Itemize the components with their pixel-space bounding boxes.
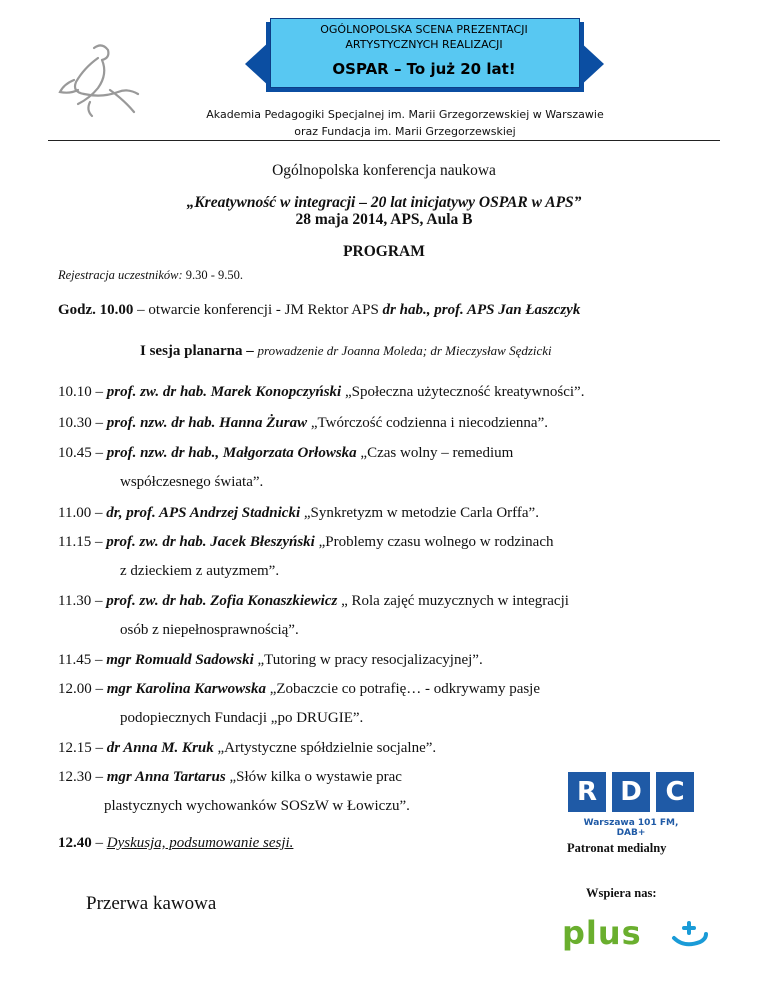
talk-title: „Tutoring w pracy resocjalizacyjnej”.	[253, 652, 483, 668]
header-divider	[48, 140, 720, 141]
talk-speaker: mgr Karolina Karwowska	[106, 681, 266, 697]
talk-item	[58, 415, 548, 432]
talk-title: „Zobaczcie co potrafię… - odkrywamy pasje	[265, 681, 541, 697]
banner-title: OSPAR – To już 20 lat!	[332, 60, 516, 78]
session-title: I sesja planarna –	[140, 343, 258, 359]
plus-wordmark: plus	[562, 914, 642, 952]
conference-date: 28 maja 2014, APS, Aula B	[295, 211, 473, 228]
talk-item	[58, 769, 402, 786]
organizer-line-1: Akademia Pedagogiki Specjalnej im. Marii Grzegorzewskiej w Warszawie	[206, 108, 604, 121]
opening-person: dr hab., prof. APS Jan Łaszczyk	[382, 302, 581, 318]
talk-item	[58, 445, 513, 462]
banner-ribbon-right	[578, 40, 604, 88]
rdc-letter-r: R	[568, 772, 606, 812]
program-heading: PROGRAM	[343, 243, 425, 260]
rdc-letter-c: C	[656, 772, 694, 812]
talk-title: „Czas wolny – remedium	[356, 445, 514, 461]
talk-speaker: dr, prof. APS Andrzej Stadnicki	[106, 505, 301, 521]
plus-logo	[562, 914, 712, 958]
talk-time: 12.15 –	[58, 740, 107, 756]
talk-time: 11.00 –	[58, 505, 107, 521]
talk-continuation: plastycznych wychowanków SOSzW w Łowiczu”.	[104, 798, 410, 814]
organizer-line-2: oraz Fundacja im. Marii Grzegorzewskiej	[294, 125, 516, 138]
talk-time: 12.30 –	[58, 769, 107, 785]
organizer-text	[150, 106, 660, 140]
talk-item	[58, 681, 540, 698]
session-line	[140, 343, 552, 360]
opening-line	[58, 302, 580, 319]
talk-time: 10.10 –	[58, 384, 107, 400]
talk-time: 11.30 –	[58, 593, 107, 609]
talk-time: 10.30 –	[58, 415, 107, 431]
talk-title: „Artystyczne spółdzielnie socjalne”.	[213, 740, 437, 756]
talk-speaker: prof. zw. dr hab. Jacek Błeszyński	[106, 534, 315, 550]
discussion-line	[58, 835, 293, 852]
talk-item	[58, 384, 584, 401]
talk-item	[58, 740, 436, 757]
talk-title: „Społeczna użyteczność kreatywności”.	[341, 384, 585, 400]
talk-item	[58, 505, 539, 522]
talk-speaker: prof. zw. dr hab. Marek Konopczyński	[106, 384, 342, 400]
talk-title: „Twórczość codzienna i niecodzienna”.	[307, 415, 549, 431]
discussion-time: 12.40	[58, 835, 92, 851]
banner-line-1: OGÓLNOPOLSKA SCENA PREZENTACJI	[320, 23, 528, 36]
conference-label: Ogólnopolska konferencja naukowa	[272, 162, 496, 179]
talk-item	[58, 652, 483, 669]
talk-time: 11.45 –	[58, 652, 107, 668]
talk-time: 12.00 –	[58, 681, 107, 697]
rdc-logo	[568, 772, 694, 838]
media-patron-label: Patronat medialny	[567, 841, 667, 855]
talk-title: „Synkretyzm w metodzie Carla Orffa”.	[300, 505, 539, 521]
talk-continuation: z dzieckiem z autyzmem”.	[120, 563, 280, 579]
rdc-letter-d: D	[612, 772, 650, 812]
dancers-logo-icon	[54, 40, 154, 120]
talk-speaker: mgr Anna Tartarus	[106, 769, 226, 785]
talk-speaker: prof. nzw. dr hab. Hanna Żuraw	[106, 415, 308, 431]
session-moderators: prowadzenie dr Joanna Moleda; dr Mieczysław Sędzicki	[257, 343, 552, 358]
talk-item	[58, 534, 554, 551]
talk-speaker: mgr Romuald Sadowski	[106, 652, 254, 668]
banner-line-2: ARTYSTYCZNYCH REALIZACJI	[345, 38, 503, 51]
sponsor-label: Wspiera nas:	[586, 886, 657, 900]
banner-subtitle	[270, 22, 578, 52]
opening-time: Godz. 10.00	[58, 302, 134, 318]
registration-time: 9.30 - 9.50.	[182, 268, 244, 282]
talk-speaker: prof. zw. dr hab. Zofia Konaszkiewicz	[106, 593, 338, 609]
talk-title: „Problemy czasu wolnego w rodzinach	[314, 534, 554, 550]
talk-time: 11.15 –	[58, 534, 107, 550]
registration-label: Rejestracja uczestników:	[58, 268, 183, 282]
talk-continuation: współczesnego świata”.	[120, 474, 264, 490]
talk-title: „ Rola zajęć muzycznych w integracji	[337, 593, 569, 609]
talk-time: 10.45 –	[58, 445, 107, 461]
talk-speaker: dr Anna M. Kruk	[106, 740, 214, 756]
rdc-tagline: Warszawa 101 FM, DAB+	[583, 818, 679, 838]
conference-theme: „Kreatywność w integracji – 20 lat inicjatywy OSPAR w APS”	[186, 194, 582, 211]
discussion-dash: –	[91, 835, 107, 851]
talk-continuation: podopiecznych Fundacji „po DRUGIE”.	[120, 710, 364, 726]
discussion-text: Dyskusja, podsumowanie sesji.	[106, 835, 294, 851]
registration-line	[58, 268, 243, 283]
talk-title: „Słów kilka o wystawie prac	[225, 769, 402, 785]
talk-continuation: osób z niepełnosprawnością”.	[120, 622, 299, 638]
coffee-break: Przerwa kawowa	[86, 893, 217, 914]
talk-speaker: prof. nzw. dr hab., Małgorzata Orłowska	[106, 445, 357, 461]
opening-text: – otwarcie konferencji - JM Rektor APS	[133, 302, 383, 318]
banner-ribbon-left	[245, 40, 271, 88]
talk-item	[58, 593, 569, 610]
plus-swoosh-icon	[670, 920, 710, 952]
